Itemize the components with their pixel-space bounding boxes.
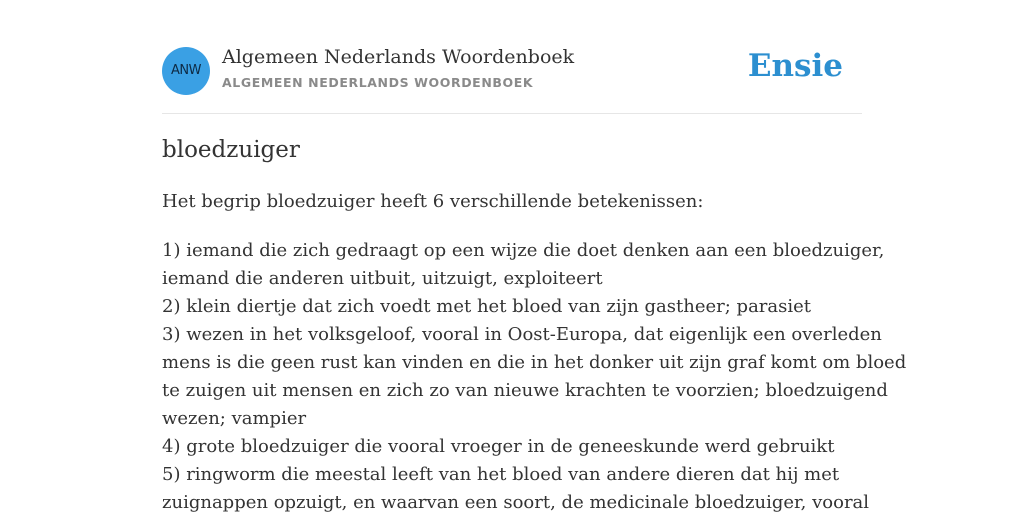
definition-line: wezen; vampier — [162, 408, 307, 429]
definition-line: zuignappen opzuigt, en waarvan een soort, de medicinale bloedzuiger, vooral — [162, 492, 870, 512]
source-name-link[interactable]: Algemeen Nederlands Woordenboek — [222, 46, 575, 68]
source-subtitle: ALGEMEEN NEDERLANDS WOORDENBOEK — [222, 75, 534, 90]
page-title: bloedzuiger — [162, 137, 300, 163]
definitions-list — [162, 237, 907, 512]
source-logo[interactable]: ANW — [162, 47, 210, 95]
definition-line: mens is die geen rust kan vinden en die in het donker uit zijn graf komt om bloed — [162, 352, 907, 373]
definition-line: 3) wezen in het volksgeloof, vooral in Oost-Europa, dat eigenlijk een overleden — [162, 324, 882, 345]
definition-line: iemand die anderen uitbuit, uitzuigt, exploiteert — [162, 268, 603, 289]
intro-text: Het begrip bloedzuiger heeft 6 verschillende betekenissen: — [162, 191, 704, 212]
definition-line: 2) klein diertje dat zich voedt met het bloed van zijn gastheer; parasiet — [162, 296, 812, 317]
definition-line: 5) ringworm die meestal leeft van het bloed van andere dieren dat hij met — [162, 464, 840, 485]
definition-line: te zuigen uit mensen en zich zo van nieuwe krachten te voorzien; bloedzuigend — [162, 380, 888, 401]
content-container — [162, 0, 907, 512]
definition-line: 4) grote bloedzuiger die vooral vroeger in de geneeskunde werd gebruikt — [162, 436, 835, 457]
definition-line: 1) iemand die zich gedraagt op een wijze die doet denken aan een bloedzuiger, — [162, 240, 885, 261]
brand-logo-link[interactable]: Ensie — [747, 48, 843, 84]
header — [162, 0, 862, 114]
